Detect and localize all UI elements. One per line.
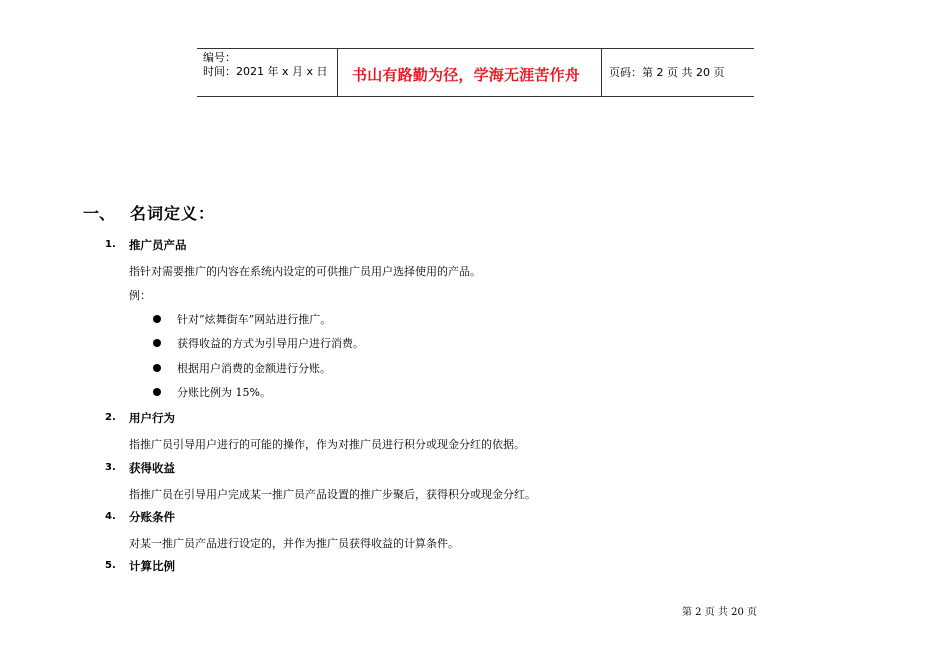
item-title: 推广员产品: [129, 238, 187, 252]
header-divider: [601, 48, 602, 97]
item-description: 对某一推广员产品进行设定的，并作为推广员获得收益的计算条件。: [129, 537, 459, 550]
item-description: 指针对需要推广的内容在系统内设定的可供推广员用户选择使用的产品。: [129, 265, 481, 278]
bullet-text: 分账比例为 15%。: [177, 386, 271, 399]
header-top-rule: [197, 48, 754, 49]
bullet-icon: [153, 339, 161, 347]
item-description: 指推广员在引导用户完成某一推广员产品设置的推广步聚后，获得积分或现金分红。: [129, 488, 536, 501]
footer-page-number: 第 2 页 共 20 页: [682, 607, 757, 618]
section-number: 一、: [83, 204, 116, 223]
header-motto: 书山有路勤为径，学海无涯苦作舟: [352, 66, 581, 84]
item-title: 用户行为: [129, 411, 175, 425]
bullet-text: 获得收益的方式为引导用户进行消费。: [177, 337, 364, 350]
item-number: 2.: [105, 412, 116, 423]
bullet-icon: [153, 315, 161, 323]
item-number: 5.: [105, 560, 116, 571]
header-bottom-rule: [197, 96, 754, 97]
header-page-code: 页码：第 2 页 共 20 页: [609, 66, 725, 79]
item-title: 计算比例: [129, 559, 175, 573]
bullet-icon: [153, 364, 161, 372]
item-title: 分账条件: [129, 510, 175, 524]
item-number: 4.: [105, 511, 116, 522]
header-time: 时间：2021 年 x 月 x 日: [203, 65, 328, 78]
example-label: 例：: [129, 289, 151, 302]
item-number: 3.: [105, 462, 116, 473]
header-divider: [337, 48, 338, 97]
bullet-icon: [153, 388, 161, 396]
header-number-label: 编号：: [203, 51, 236, 64]
section-title: 名词定义：: [130, 204, 216, 223]
item-description: 指推广员引导用户进行的可能的操作，作为对推广员进行积分或现金分红的依据。: [129, 438, 525, 451]
item-title: 获得收益: [129, 461, 175, 475]
item-number: 1.: [105, 239, 116, 250]
bullet-text: 根据用户消费的金额进行分账。: [177, 362, 331, 375]
bullet-text: 针对“炫舞街车”网站进行推广。: [177, 313, 332, 326]
